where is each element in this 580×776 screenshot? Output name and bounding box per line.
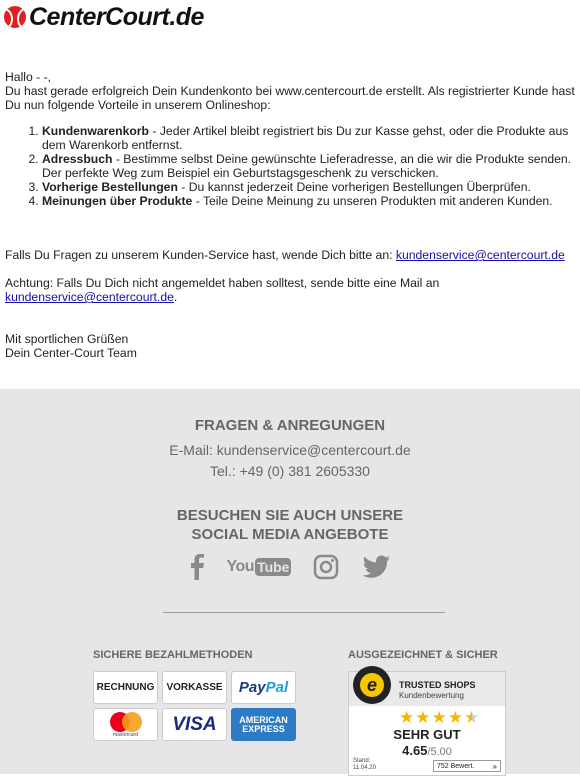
rating-stars-icon bbox=[399, 708, 480, 728]
contact-email: E-Mail: kundenservice@centercourt.de bbox=[169, 442, 411, 458]
warning-line bbox=[5, 276, 580, 304]
mastercard-icon bbox=[108, 712, 144, 732]
full-stars: ★★★★ bbox=[399, 708, 464, 727]
instagram-icon[interactable] bbox=[313, 553, 339, 581]
amex-line-2: EXPRESS bbox=[242, 723, 285, 734]
logo-text: CenterCourt.de bbox=[29, 3, 204, 31]
review-count-select[interactable] bbox=[433, 760, 501, 772]
contact-title: FRAGEN & ANREGUNGEN bbox=[194, 417, 386, 434]
payment-methods bbox=[93, 671, 296, 741]
centercourt-logo[interactable] bbox=[4, 5, 204, 29]
benefit-title: Kundenwarenkorb bbox=[42, 124, 149, 138]
benefit-item bbox=[42, 180, 580, 194]
social-title-line-1: BESUCHEN SIE AUCH UNSERE bbox=[176, 507, 404, 524]
award-title: AUSGEZEICHNET & SICHER bbox=[348, 649, 498, 661]
email-footer bbox=[0, 389, 580, 774]
paypal-pay: Pay bbox=[238, 679, 266, 696]
contact-phone: Tel.: +49 (0) 381 2605330 bbox=[210, 463, 370, 479]
support-email-link[interactable]: kundenservice@centercourt.de bbox=[395, 248, 565, 262]
benefit-title: Adressbuch bbox=[42, 152, 113, 166]
mastercard-label: mastercard bbox=[112, 731, 138, 738]
benefit-title: Meinungen über Produkte bbox=[42, 194, 193, 208]
youtube-icon[interactable] bbox=[227, 553, 292, 581]
amex-line-1: AMERICAN bbox=[239, 714, 288, 725]
benefits-list bbox=[5, 124, 580, 208]
warning-end: . bbox=[173, 290, 178, 304]
trusted-shops-badge[interactable] bbox=[348, 671, 506, 776]
paypal-pal: Pal bbox=[265, 679, 289, 696]
support-email-link-2[interactable]: kundenservice@centercourt.de bbox=[5, 290, 174, 304]
score-max: /5.00 bbox=[427, 746, 452, 758]
score-value: 4.65 bbox=[402, 743, 428, 758]
benefit-item bbox=[42, 194, 580, 208]
stand-label: Stand: bbox=[353, 758, 371, 764]
email-body bbox=[5, 70, 580, 360]
benefit-item bbox=[42, 152, 580, 180]
review-count: 752 Bewert. bbox=[437, 763, 475, 770]
payment-rechnung: RECHNUNG bbox=[93, 671, 158, 704]
trusted-shops-sub: Kundenbewertung bbox=[399, 691, 464, 700]
facebook-icon[interactable] bbox=[189, 553, 205, 581]
half-star: ★ bbox=[463, 708, 481, 727]
trusted-shops-name: TRUSTED SHOPS bbox=[399, 680, 476, 690]
benefit-text: - Du kannst jederzeit Deine vorherigen Bestellungen Überprüfen. bbox=[177, 180, 531, 194]
youtube-you: You bbox=[226, 558, 255, 575]
benefit-text: - Teile Deine Meinung zu unseren Produkten mit anderen Kunden. bbox=[192, 194, 553, 208]
benefit-title: Vorherige Bestellungen bbox=[42, 180, 178, 194]
rating-grade: SEHR GUT bbox=[393, 727, 461, 742]
questions-line bbox=[5, 248, 580, 262]
payment-paypal bbox=[231, 671, 296, 704]
payment-vorkasse: VORKASSE bbox=[162, 671, 227, 704]
seal-letter: e bbox=[360, 673, 384, 697]
youtube-tube: Tube bbox=[257, 559, 290, 575]
questions-text: Falls Du Fragen zu unserem Kunden-Service hast, wende Dich bitte an: bbox=[5, 248, 396, 262]
benefit-item bbox=[42, 124, 580, 152]
payment-mastercard bbox=[93, 708, 158, 741]
rating-date bbox=[353, 758, 376, 772]
payment-amex bbox=[231, 708, 296, 741]
benefit-text: - Bestimme selbst Deine gewünschte Lieferadresse, an die wir die Produkte senden. Der perfekte Weg zum Beispiel ein Geburtstagsgeschenk zu verschicken. bbox=[42, 152, 572, 180]
email-header bbox=[0, 0, 580, 34]
payment-title: SICHERE BEZAHLMETHODEN bbox=[93, 649, 253, 661]
footer-divider bbox=[163, 612, 445, 613]
rating-score bbox=[349, 743, 505, 758]
social-title-line-2: SOCIAL MEDIA ANGEBOTE bbox=[191, 526, 389, 543]
tennis-ball-icon bbox=[4, 6, 26, 28]
greeting: Hallo - -, bbox=[5, 70, 52, 84]
trusted-shops-seal-icon bbox=[353, 666, 391, 704]
closing: Mit sportlichen Grüßen bbox=[5, 332, 129, 346]
signature: Dein Center-Court Team bbox=[5, 346, 137, 360]
chevron-right-icon: » bbox=[492, 762, 497, 771]
social-links bbox=[0, 553, 580, 581]
stand-date: 11.04.20 bbox=[353, 765, 376, 771]
intro-text: Du hast gerade erfolgreich Dein Kundenkonto bei www.centercourt.de erstellt. Als registrierter Kunde hast Du nun folgende Vorteile in unserem Onlineshop: bbox=[5, 84, 575, 112]
warning-text: Achtung: Falls Du Dich nicht angemeldet haben solltest, sende bitte eine Mail an bbox=[5, 276, 440, 290]
twitter-icon[interactable] bbox=[361, 553, 391, 581]
benefit-text: - Jeder Artikel bleibt registriert bis Du zur Kasse gehst, oder die Produkte aus dem Warenkorb entfernst. bbox=[42, 124, 569, 152]
payment-visa: VISA bbox=[162, 708, 227, 741]
